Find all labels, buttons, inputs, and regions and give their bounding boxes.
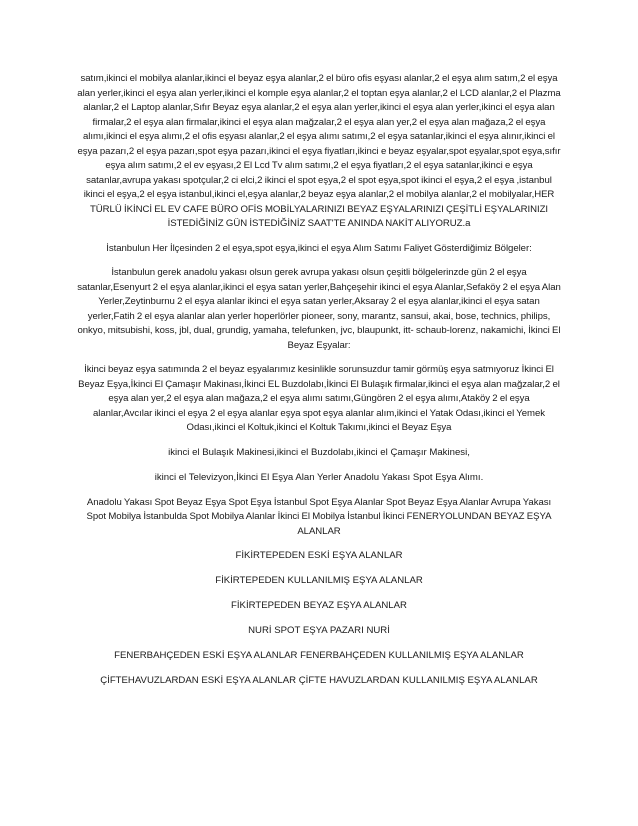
regions-title: İstanbulun Her İlçesinden 2 el eşya,spot eşya,ikinci el eşya Alım Satımı Faliyet Gösterdiğimiz Bölgeler: bbox=[106, 242, 532, 254]
appliances-line: ikinci el Bulaşık Makinesi,ikinci el Buzdolabı,ikinci el Çamaşır Makinesi, bbox=[168, 446, 470, 458]
fenerbahce-line: FENERBAHÇEDEN ESKİ EŞYA ALANLAR FENERBAHÇEDEN KULLANILMIŞ EŞYA ALANLAR bbox=[114, 650, 524, 661]
intro-paragraph: satım,ikinci el mobilya alanlar,ikinci el beyaz eşya alanlar,2 el büro ofis eşyası alanlar,2 el eşya alım satım,2 el eşya alan yerler,ikinci el eşya alan yerler,ikinci el komple eşya alanlar,2 el toptan eşya alanlar,2 el LCD alanlar,2 el Plazma alanlar,2 el Laptop alanlar,Sıfır Beyaz eşya alanlar,2 el eşya alan yerler,ikinci el eşya alan yerler,ikinci el eşya alan firmalar,2 el eşya alan firmalar,ikinci el eşya alan mağzalar,2 el eşya alan yer,2 el eşya alan mağaza,2 el eşya alımı,ikinci el eşya alımı,2 el ofis eşyası alanlar,2 el eşya alımı satımı,2 el eşya satanlar,ikinci el eşya alınır,ikinci el eşya pazarı,2 el eşya pazarı,spot eşya pazarı,ikinci el eşya fiyatları,ikinci e beyaz eşyalar,spot eşyalar,spot eşya,sıfır eşya alım satımı,2 el ev eşyası,2 El Lcd Tv alım satımı,2 el eşya fiyatları,2 el eşya satanlar,ikinci e eşya satanlar,avrupa yakası spotçular,2 ci elci,2 ikinci el spot eşya,2 el spot eşya,spot ikinci el eşya,2 el eşya ,istanbul ikinci el eşya,2 el eşya istanbul,ikinci el,eşya alanlar,2 beyaz eşya alanlar,2 el mobilya alanlar,2 el mobilyalar,HER TÜRLÜ İKİNCİ EL EV CAFE BÜRO OFİS MOBİLYALARINIZI BEYAZ EŞYALARINIZI ÇEŞİTLİ EŞYALARINIZI İSTEDİĞİNİZ GÜN İSTEDİĞİNİZ SAAT'TE ANINDA NAKİT ALIYORUZ.a bbox=[77, 73, 561, 229]
regions-paragraph: İstanbulun gerek anadolu yakası olsun gerek avrupa yakası olsun çeşitli bölgelerinzde gün 2 el eşya satanlar,Esenyurt 2 el eşya alanlar,ikinci el eşya satan yerler,Bahçeşehir ikinci el eşya Alanlar,Sefaköy 2 el eşya Alan Yerler,Zeytinburnu 2 el eşya alanlar ikinci el eşya satan yerler,Aksaray 2 el eşya alanlar,ikinci el eşya satan yerler,Fatih 2 el eşya alanlar alan yerler hoperlörler pioneer, sony, marantz, sansui, akai, bose, technics, philips, onkyo, mitsubishi, koss, jbl, dual, grundig, yamaha, telefunken, jvc, blaupunkt, itt- schaub-lorenz, nakamichi, İkinci El Beyaz Eşyalar: bbox=[77, 267, 561, 351]
nuri-spot-line: NURİ SPOT EŞYA PAZARI NURİ bbox=[248, 625, 390, 636]
fikirtepe-eski-line: FİKİRTEPEDEN ESKİ EŞYA ALANLAR bbox=[235, 550, 403, 561]
fikirtepe-kullanilmis-line: FİKİRTEPEDEN KULLANILMIŞ EŞYA ALANLAR bbox=[215, 575, 423, 586]
white-goods-paragraph: İkinci beyaz eşya satımında 2 el beyaz eşyalarımız kesinlikle sorunsuzdur tamir görmüş eşya satmıyoruz İkinci El Beyaz Eşya,İkinci El Çamaşır Makinası,İkinci EL Buzdolabı,İkinci El Bulaşık firmalar,ikinci el eşya alan mağzalar,2 el eşya alan yer,2 el eşya alan mağaza,2 el eşya alımı satımı,Güngören 2 el eşya alımı,Ataköy 2 el eşya alanlar,Avcılar ikinci el eşya 2 el eşya alanlar eşya spot eşya alanlar alım,ikinci el Yatak Odası,ikinci el Yemek Odası,ikinci el Koltuk,ikinci el Koltuk Takımı,ikinci el Beyaz Eşya bbox=[78, 364, 560, 433]
fikirtepe-beyaz-line: FİKİRTEPEDEN BEYAZ EŞYA ALANLAR bbox=[231, 600, 407, 611]
spot-paragraph: Anadolu Yakası Spot Beyaz Eşya Spot Eşya İstanbul Spot Eşya Alanlar Spot Beyaz Eşya Alanlar Avrupa Yakası Spot Mobilya İstanbulda Spot Mobilya Alanlar İkinci El Mobilya İstanbul İkinci FENERYOLUNDAN BEYAZ EŞYA ALANLAR bbox=[86, 496, 552, 537]
document-page bbox=[77, 72, 561, 699]
ciftehavuzlar-line: ÇİFTEHAVUZLARDAN ESKİ EŞYA ALANLAR ÇİFTE HAVUZLARDAN KULLANILMIŞ EŞYA ALANLAR bbox=[100, 675, 538, 686]
tv-line: ikinci el Televizyon,İkinci El Eşya Alan Yerler Anadolu Yakası Spot Eşya Alımı. bbox=[154, 471, 484, 483]
